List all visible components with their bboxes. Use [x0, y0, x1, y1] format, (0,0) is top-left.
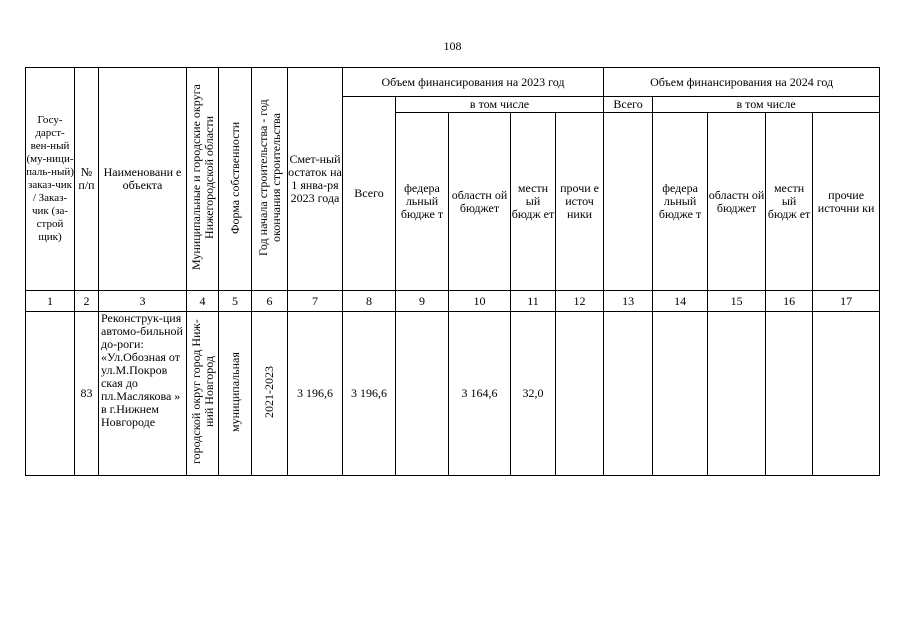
- col-number: 12: [556, 291, 604, 312]
- header-including-2024: в том числе: [653, 97, 880, 113]
- cell-ownership-cell: [219, 312, 252, 476]
- header-regional-2023: областн ой бюджет: [449, 113, 511, 291]
- column-numbers-row: [26, 291, 880, 312]
- table-row: [26, 312, 880, 476]
- cell-municipality: городской округ город Ниж-ний Новгород: [188, 319, 216, 465]
- cell-federal-2024: [653, 312, 708, 476]
- col-number: 17: [813, 291, 880, 312]
- col-number: 15: [708, 291, 766, 312]
- header-empty-2024: [604, 113, 653, 291]
- col-number: 14: [653, 291, 708, 312]
- col-number: 1: [26, 291, 75, 312]
- cell-num: 83: [75, 312, 99, 476]
- header-years: Год начала строительства - год окончания строительства: [255, 99, 283, 256]
- cell-other-2023: [556, 312, 604, 476]
- header-years-cell: [252, 68, 288, 291]
- cell-total-2023: 3 196,6: [343, 312, 396, 476]
- col-number: 6: [252, 291, 288, 312]
- col-number: 13: [604, 291, 653, 312]
- header-balance: Смет-ный остаток на 1 янва-ря 2023 года: [288, 68, 343, 291]
- page-number: 108: [443, 39, 462, 53]
- header-including-2023: в том числе: [396, 97, 604, 113]
- header-total-2024: Всего: [604, 97, 653, 113]
- cell-local-2024: [766, 312, 813, 476]
- col-number: 8: [343, 291, 396, 312]
- col-number: 16: [766, 291, 813, 312]
- header-federal-2023: федера льный бюдже т: [396, 113, 449, 291]
- cell-federal-2023: [396, 312, 449, 476]
- header-object-name: Наименовани е объекта: [99, 68, 187, 291]
- cell-balance: 3 196,6: [288, 312, 343, 476]
- header-fin-2024: Объем финансирования на 2024 год: [604, 68, 880, 97]
- header-ownership-cell: [219, 68, 252, 291]
- cell-total-2024: [604, 312, 653, 476]
- col-number: 11: [511, 291, 556, 312]
- header-other-2024: прочие источни ки: [813, 113, 880, 291]
- financing-table: [25, 67, 880, 476]
- header-federal-2024: федера льный бюдже т: [653, 113, 708, 291]
- col-number: 2: [75, 291, 99, 312]
- header-fin-2023: Объем финансирования на 2023 год: [343, 68, 604, 97]
- cell-regional-2023: 3 164,6: [449, 312, 511, 476]
- header-num: № п/п: [75, 68, 99, 291]
- col-number: 5: [219, 291, 252, 312]
- header-other-2023: прочи е источ ники: [556, 113, 604, 291]
- header-regional-2024: областн ой бюджет: [708, 113, 766, 291]
- header-total-2023: Всего: [343, 97, 396, 291]
- header-row-1: [26, 68, 880, 97]
- header-ownership: Форма собственности: [227, 121, 242, 234]
- cell-object-name: Реконструк-ция автомо-бильной до-роги: «Ул.Обозная от ул.М.Покров ская до пл.Маслякова » в г.Нижнем Новгороде: [99, 312, 187, 476]
- col-number: 4: [187, 291, 219, 312]
- header-local-2024: местн ый бюдж ет: [766, 113, 813, 291]
- cell-local-2023: 32,0: [511, 312, 556, 476]
- cell-regional-2024: [708, 312, 766, 476]
- cell-ownership: муниципальная: [227, 352, 242, 432]
- header-municipality: Муниципальные и городские округа Нижегородской области: [188, 84, 216, 271]
- col-number: 7: [288, 291, 343, 312]
- col-number: 10: [449, 291, 511, 312]
- header-local-2023: местн ый бюдж ет: [511, 113, 556, 291]
- col-number: 3: [99, 291, 187, 312]
- cell-years: 2021-2023: [262, 366, 276, 418]
- header-customer: Госу-дарст-вен-ный (му-ници-паль-ный) заказ-чик / Заказ-чик (за-строй щик): [26, 68, 75, 291]
- header-municipality-cell: [187, 68, 219, 291]
- col-number: 9: [396, 291, 449, 312]
- cell-other-2024: [813, 312, 880, 476]
- cell-years-cell: [252, 312, 288, 476]
- cell-customer: [26, 312, 75, 476]
- cell-municipality-cell: [187, 312, 219, 476]
